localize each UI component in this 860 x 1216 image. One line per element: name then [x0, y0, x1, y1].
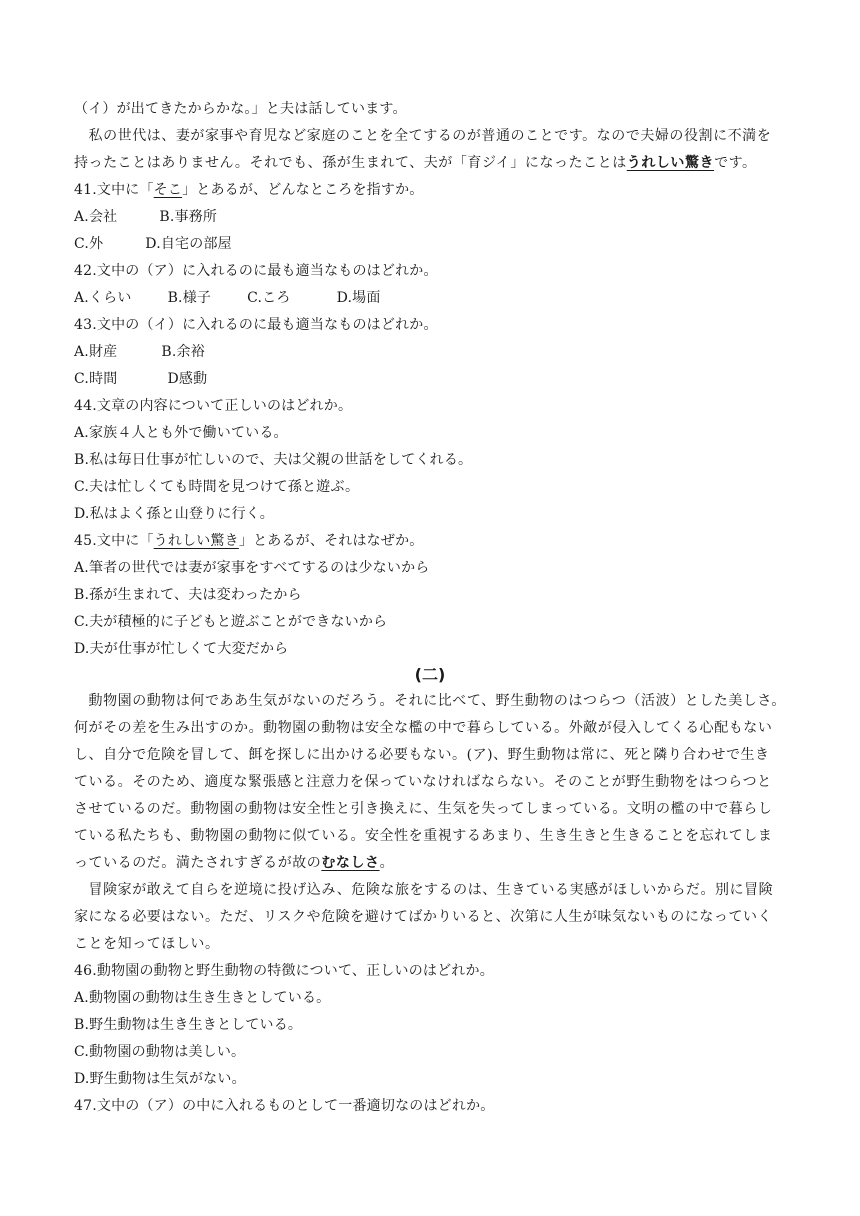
option-d[interactable]: D.野生動物は生気がない。 — [74, 1071, 246, 1087]
passage2-line: ている。そのため、適度な緊張感と注意力を保っていなければならない。そのことが野生動物をはつらつと — [74, 774, 772, 790]
option-b[interactable]: B.孫が生まれて、夫は変わったから — [74, 587, 302, 603]
underlined-phrase: うれしい驚き — [626, 155, 715, 171]
option-c[interactable]: C.動物園の動物は美しい。 — [74, 1044, 246, 1060]
underlined-phrase: そこ — [153, 182, 183, 198]
option-c[interactable]: C.夫が積極的に子どもと遊ぶことができないから — [74, 614, 388, 630]
option-a[interactable]: A.会社 — [74, 209, 118, 225]
option-c[interactable]: C.外 — [74, 236, 104, 252]
passage2-line: ことを知ってほしい。 — [74, 936, 220, 952]
passage1-line: （イ）が出てきたからかな。」と夫は話しています。 — [74, 101, 407, 117]
option-d[interactable]: D.私はよく孫と山登りに行く。 — [74, 506, 274, 522]
passage1-line: 持ったことはありません。それでも、孫が生まれて、夫が「育ジイ」になったことはうれしい驚きです。 — [74, 155, 757, 171]
option-d[interactable]: D.場面 — [336, 290, 381, 306]
option-d[interactable]: D.夫が仕事が忙しくて大変だから — [74, 641, 289, 657]
question-43-stem: 43.文中の（イ）に入れるのに最も適当なものはどれか。 — [74, 317, 438, 333]
question-43-options — [74, 370, 207, 388]
passage1-line: 私の世代は、妻が家事や育児など家庭のことを全てするのが普通のことです。なので夫婦の役割に不満を — [74, 128, 772, 144]
option-b[interactable]: B.私は毎日仕事が忙しいので、夫は父親の世話をしてくれる。 — [74, 452, 473, 468]
underlined-phrase: むなしさ — [321, 855, 380, 871]
question-43-options — [74, 343, 205, 361]
section-heading: (二) — [414, 665, 446, 684]
question-47-stem: 47.文中の（ア）の中に入れるものとして一番適切なのはどれか。 — [74, 1098, 495, 1114]
option-c[interactable]: C.時間 — [74, 371, 118, 387]
passage2-line: し、自分で危険を冒して、餌を探しに出かける必要もない。(ア)、野生動物は常に、死と隣り合わせで生き — [74, 747, 770, 763]
question-45-stem: 45.文中に「うれしい驚き」とあるが、それはなぜか。 — [74, 533, 424, 549]
option-a[interactable]: A.家族４人とも外で働いている。 — [74, 425, 288, 441]
passage2-line: っているのだ。満たされすぎるが故のむなしさ。 — [74, 855, 395, 871]
option-c[interactable]: C.夫は忙しくても時間を見つけて孫と遊ぶ。 — [74, 479, 360, 495]
passage2-line: ている私たちも、動物園の動物に似ている。安全性を重視するあまり、生き生きと生きることを忘れてしま — [74, 828, 773, 844]
option-a[interactable]: A.くらい — [74, 290, 132, 306]
option-b[interactable]: B.野生動物は生き生きとしている。 — [74, 1017, 303, 1033]
passage2-line: 何がその差を生み出すのか。動物園の動物は安全な檻の中で暮らしている。外敵が侵入してくる心配もない — [74, 720, 773, 736]
passage2-line: 冒険家が敢えて自らを逆境に投げ込み、危険な旅をするのは、生きている実感がほしいからだ。別に冒険 — [74, 882, 774, 898]
option-c[interactable]: C.ころ — [247, 290, 291, 306]
underlined-phrase: うれしい驚き — [153, 533, 239, 549]
option-b[interactable]: B.事務所 — [159, 209, 218, 225]
option-d[interactable]: D感動 — [167, 371, 208, 387]
option-a[interactable]: A.筆者の世代では妻が家事をすべてするのは少ないから — [74, 560, 430, 576]
question-46-stem: 46.動物園の動物と野生動物の特徴について、正しいのはどれか。 — [74, 963, 494, 979]
question-41-options — [74, 208, 217, 226]
question-41-options — [74, 235, 232, 253]
option-a[interactable]: A.財産 — [74, 344, 118, 360]
option-b[interactable]: B.余裕 — [161, 344, 205, 360]
question-42-stem: 42.文中の（ア）に入れるのに最も適当なものはどれか。 — [74, 263, 438, 279]
option-a[interactable]: A.動物園の動物は生き生きとしている。 — [74, 990, 331, 1006]
passage2-line: 家になる必要はない。ただ、リスクや危険を避けてばかりいると、次第に人生が味気ないものになっていく — [74, 909, 773, 925]
passage2-line: させているのだ。動物園の動物は安全性と引き換えに、生気を失ってしまっている。文明の檻の中で暮らし — [74, 801, 773, 817]
question-42-options — [74, 289, 381, 307]
option-b[interactable]: B.様子 — [167, 290, 212, 306]
passage2-line: 動物園の動物は何でああ生気がないのだろう。それに比べて、野生動物のはつらつ（活波）とした美しさ。 — [74, 693, 786, 709]
question-41-stem: 41.文中に「そこ」とあるが、どんなところを指すか。 — [74, 182, 424, 198]
question-44-stem: 44.文章の内容について正しいのはどれか。 — [74, 398, 353, 414]
option-d[interactable]: D.自宅の部屋 — [145, 236, 232, 252]
